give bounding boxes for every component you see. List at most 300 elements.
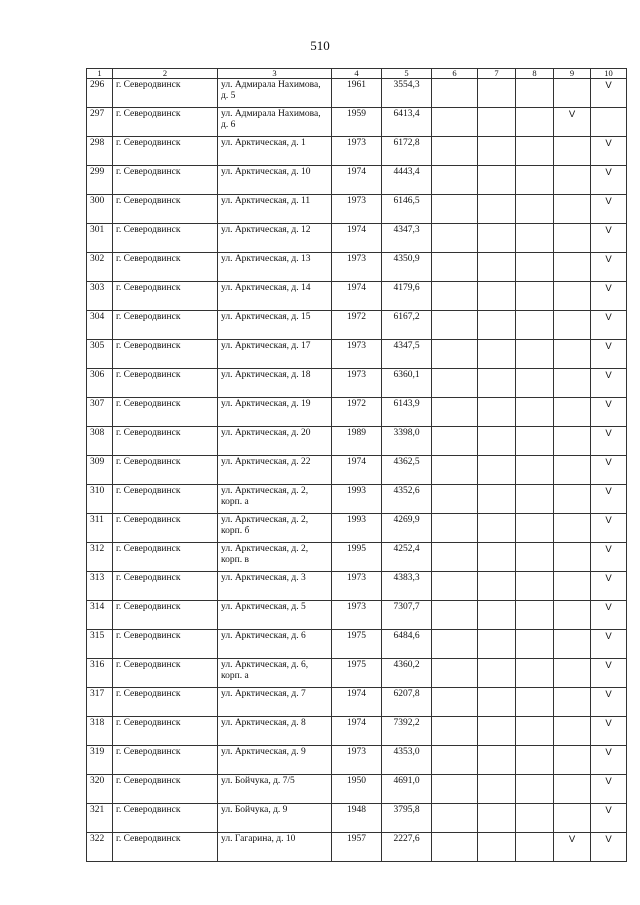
city-cell: г. Северодвинск xyxy=(113,717,218,746)
table-row xyxy=(87,572,627,601)
city-cell: г. Северодвинск xyxy=(113,659,218,688)
page-number: 510 xyxy=(310,38,330,53)
mark-cell-6 xyxy=(432,775,478,804)
area-cell: 4352,6 xyxy=(382,485,432,514)
row-number-cell: 320 xyxy=(87,775,113,804)
mark-cell-9 xyxy=(554,456,591,485)
table-row xyxy=(87,137,627,166)
mark-cell-8 xyxy=(516,485,554,514)
mark-cell-10: V xyxy=(591,572,627,601)
year-cell: 1961 xyxy=(332,79,382,108)
column-header: 9 xyxy=(554,69,591,79)
mark-cell-9 xyxy=(554,746,591,775)
mark-cell-7 xyxy=(478,485,516,514)
mark-cell-8 xyxy=(516,224,554,253)
address-cell: ул. Арктическая, д. 14 xyxy=(218,282,332,311)
city-cell: г. Северодвинск xyxy=(113,369,218,398)
mark-cell-6 xyxy=(432,601,478,630)
mark-cell-8 xyxy=(516,398,554,427)
city-cell: г. Северодвинск xyxy=(113,630,218,659)
table-row xyxy=(87,543,627,572)
address-cell: ул. Бойчука, д. 7/5 xyxy=(218,775,332,804)
area-cell: 4347,5 xyxy=(382,340,432,369)
table-row xyxy=(87,398,627,427)
row-number-cell: 303 xyxy=(87,282,113,311)
mark-cell-7 xyxy=(478,224,516,253)
mark-cell-9 xyxy=(554,79,591,108)
area-cell: 4443,4 xyxy=(382,166,432,195)
year-cell: 1972 xyxy=(332,398,382,427)
table-row xyxy=(87,427,627,456)
area-cell: 3398,0 xyxy=(382,427,432,456)
column-header: 1 xyxy=(87,69,113,79)
year-cell: 1973 xyxy=(332,137,382,166)
city-cell: г. Северодвинск xyxy=(113,195,218,224)
mark-cell-9 xyxy=(554,253,591,282)
mark-cell-8 xyxy=(516,311,554,340)
table-row xyxy=(87,688,627,717)
table-row xyxy=(87,775,627,804)
row-number-cell: 307 xyxy=(87,398,113,427)
mark-cell-10 xyxy=(591,108,627,137)
mark-cell-7 xyxy=(478,746,516,775)
mark-cell-7 xyxy=(478,543,516,572)
mark-cell-9 xyxy=(554,485,591,514)
mark-cell-10: V xyxy=(591,253,627,282)
mark-cell-6 xyxy=(432,514,478,543)
table-row xyxy=(87,108,627,137)
mark-cell-9 xyxy=(554,224,591,253)
mark-cell-8 xyxy=(516,572,554,601)
city-cell: г. Северодвинск xyxy=(113,543,218,572)
year-cell: 1973 xyxy=(332,253,382,282)
mark-cell-8 xyxy=(516,804,554,833)
year-cell: 1974 xyxy=(332,456,382,485)
mark-cell-8 xyxy=(516,369,554,398)
city-cell: г. Северодвинск xyxy=(113,108,218,137)
city-cell: г. Северодвинск xyxy=(113,398,218,427)
mark-cell-10: V xyxy=(591,833,627,862)
year-cell: 1948 xyxy=(332,804,382,833)
address-cell: ул. Арктическая, д. 22 xyxy=(218,456,332,485)
mark-cell-10: V xyxy=(591,659,627,688)
mark-cell-6 xyxy=(432,717,478,746)
city-cell: г. Северодвинск xyxy=(113,833,218,862)
mark-cell-10: V xyxy=(591,746,627,775)
row-number-cell: 300 xyxy=(87,195,113,224)
mark-cell-7 xyxy=(478,659,516,688)
area-cell: 6413,4 xyxy=(382,108,432,137)
mark-cell-9: V xyxy=(554,108,591,137)
mark-cell-9 xyxy=(554,195,591,224)
address-cell: ул. Арктическая, д. 1 xyxy=(218,137,332,166)
mark-cell-7 xyxy=(478,427,516,456)
address-cell: ул. Адмирала Нахимова, д. 6 xyxy=(218,108,332,137)
mark-cell-6 xyxy=(432,630,478,659)
mark-cell-10: V xyxy=(591,688,627,717)
year-cell: 1993 xyxy=(332,514,382,543)
address-cell: ул. Арктическая, д. 2, корп. а xyxy=(218,485,332,514)
area-cell: 6172,8 xyxy=(382,137,432,166)
mark-cell-6 xyxy=(432,79,478,108)
address-cell: ул. Арктическая, д. 2, корп. в xyxy=(218,543,332,572)
mark-cell-9: V xyxy=(554,833,591,862)
mark-cell-7 xyxy=(478,195,516,224)
mark-cell-7 xyxy=(478,369,516,398)
mark-cell-9 xyxy=(554,340,591,369)
mark-cell-9 xyxy=(554,137,591,166)
mark-cell-10: V xyxy=(591,485,627,514)
mark-cell-10: V xyxy=(591,630,627,659)
address-cell: ул. Гагарина, д. 10 xyxy=(218,833,332,862)
mark-cell-6 xyxy=(432,195,478,224)
mark-cell-7 xyxy=(478,79,516,108)
city-cell: г. Северодвинск xyxy=(113,340,218,369)
mark-cell-7 xyxy=(478,833,516,862)
mark-cell-6 xyxy=(432,253,478,282)
mark-cell-6 xyxy=(432,543,478,572)
address-cell: ул. Арктическая, д. 3 xyxy=(218,572,332,601)
mark-cell-6 xyxy=(432,804,478,833)
area-cell: 6167,2 xyxy=(382,311,432,340)
row-number-cell: 301 xyxy=(87,224,113,253)
mark-cell-9 xyxy=(554,427,591,456)
housing-registry-table xyxy=(86,68,627,862)
table-row xyxy=(87,311,627,340)
mark-cell-9 xyxy=(554,630,591,659)
mark-cell-7 xyxy=(478,311,516,340)
row-number-cell: 311 xyxy=(87,514,113,543)
mark-cell-9 xyxy=(554,311,591,340)
year-cell: 1974 xyxy=(332,282,382,311)
mark-cell-6 xyxy=(432,659,478,688)
city-cell: г. Северодвинск xyxy=(113,485,218,514)
mark-cell-8 xyxy=(516,630,554,659)
mark-cell-7 xyxy=(478,688,516,717)
city-cell: г. Северодвинск xyxy=(113,137,218,166)
mark-cell-6 xyxy=(432,456,478,485)
row-number-cell: 299 xyxy=(87,166,113,195)
mark-cell-7 xyxy=(478,282,516,311)
mark-cell-10: V xyxy=(591,398,627,427)
mark-cell-8 xyxy=(516,775,554,804)
row-number-cell: 319 xyxy=(87,746,113,775)
mark-cell-8 xyxy=(516,514,554,543)
address-cell: ул. Арктическая, д. 17 xyxy=(218,340,332,369)
mark-cell-6 xyxy=(432,572,478,601)
city-cell: г. Северодвинск xyxy=(113,456,218,485)
mark-cell-10: V xyxy=(591,79,627,108)
mark-cell-10: V xyxy=(591,195,627,224)
address-cell: ул. Арктическая, д. 5 xyxy=(218,601,332,630)
city-cell: г. Северодвинск xyxy=(113,282,218,311)
address-cell: ул. Бойчука, д. 9 xyxy=(218,804,332,833)
row-number-cell: 322 xyxy=(87,833,113,862)
address-cell: ул. Арктическая, д. 9 xyxy=(218,746,332,775)
year-cell: 1974 xyxy=(332,166,382,195)
year-cell: 1974 xyxy=(332,688,382,717)
mark-cell-8 xyxy=(516,543,554,572)
table-row xyxy=(87,630,627,659)
mark-cell-6 xyxy=(432,108,478,137)
mark-cell-8 xyxy=(516,137,554,166)
table-row xyxy=(87,717,627,746)
row-number-cell: 313 xyxy=(87,572,113,601)
column-header: 2 xyxy=(113,69,218,79)
table-row xyxy=(87,485,627,514)
address-cell: ул. Арктическая, д. 15 xyxy=(218,311,332,340)
year-cell: 1975 xyxy=(332,630,382,659)
city-cell: г. Северодвинск xyxy=(113,79,218,108)
mark-cell-8 xyxy=(516,833,554,862)
mark-cell-7 xyxy=(478,717,516,746)
row-number-cell: 309 xyxy=(87,456,113,485)
address-cell: ул. Арктическая, д. 6 xyxy=(218,630,332,659)
mark-cell-6 xyxy=(432,369,478,398)
column-header: 7 xyxy=(478,69,516,79)
mark-cell-10: V xyxy=(591,282,627,311)
year-cell: 1974 xyxy=(332,224,382,253)
row-number-cell: 315 xyxy=(87,630,113,659)
mark-cell-7 xyxy=(478,775,516,804)
mark-cell-7 xyxy=(478,108,516,137)
mark-cell-6 xyxy=(432,746,478,775)
mark-cell-7 xyxy=(478,456,516,485)
mark-cell-7 xyxy=(478,137,516,166)
mark-cell-10: V xyxy=(591,775,627,804)
mark-cell-9 xyxy=(554,514,591,543)
row-number-cell: 296 xyxy=(87,79,113,108)
column-header: 8 xyxy=(516,69,554,79)
year-cell: 1973 xyxy=(332,369,382,398)
table-row xyxy=(87,224,627,253)
mark-cell-9 xyxy=(554,369,591,398)
mark-cell-7 xyxy=(478,630,516,659)
address-cell: ул. Арктическая, д. 10 xyxy=(218,166,332,195)
area-cell: 4252,4 xyxy=(382,543,432,572)
address-cell: ул. Арктическая, д. 6, корп. а xyxy=(218,659,332,688)
city-cell: г. Северодвинск xyxy=(113,688,218,717)
mark-cell-7 xyxy=(478,398,516,427)
area-cell: 4350,9 xyxy=(382,253,432,282)
mark-cell-8 xyxy=(516,282,554,311)
area-cell: 6146,5 xyxy=(382,195,432,224)
row-number-cell: 321 xyxy=(87,804,113,833)
table-row xyxy=(87,340,627,369)
mark-cell-8 xyxy=(516,340,554,369)
mark-cell-10: V xyxy=(591,224,627,253)
city-cell: г. Северодвинск xyxy=(113,746,218,775)
table-row xyxy=(87,601,627,630)
year-cell: 1973 xyxy=(332,572,382,601)
area-cell: 3795,8 xyxy=(382,804,432,833)
mark-cell-7 xyxy=(478,253,516,282)
mark-cell-10: V xyxy=(591,456,627,485)
table-row xyxy=(87,746,627,775)
city-cell: г. Северодвинск xyxy=(113,311,218,340)
address-cell: ул. Адмирала Нахимова, д. 5 xyxy=(218,79,332,108)
table-row xyxy=(87,659,627,688)
city-cell: г. Северодвинск xyxy=(113,514,218,543)
mark-cell-9 xyxy=(554,804,591,833)
address-cell: ул. Арктическая, д. 13 xyxy=(218,253,332,282)
row-number-cell: 312 xyxy=(87,543,113,572)
city-cell: г. Северодвинск xyxy=(113,224,218,253)
area-cell: 6143,9 xyxy=(382,398,432,427)
address-cell: ул. Арктическая, д. 7 xyxy=(218,688,332,717)
mark-cell-10: V xyxy=(591,166,627,195)
mark-cell-6 xyxy=(432,340,478,369)
row-number-cell: 305 xyxy=(87,340,113,369)
city-cell: г. Северодвинск xyxy=(113,427,218,456)
table-row xyxy=(87,804,627,833)
mark-cell-8 xyxy=(516,746,554,775)
mark-cell-8 xyxy=(516,108,554,137)
area-cell: 4269,9 xyxy=(382,514,432,543)
mark-cell-6 xyxy=(432,311,478,340)
mark-cell-9 xyxy=(554,775,591,804)
table-body xyxy=(87,69,627,862)
mark-cell-7 xyxy=(478,601,516,630)
mark-cell-9 xyxy=(554,717,591,746)
mark-cell-10: V xyxy=(591,601,627,630)
row-number-cell: 317 xyxy=(87,688,113,717)
row-number-cell: 308 xyxy=(87,427,113,456)
row-number-cell: 306 xyxy=(87,369,113,398)
table-row xyxy=(87,833,627,862)
column-header: 4 xyxy=(332,69,382,79)
area-cell: 6360,1 xyxy=(382,369,432,398)
mark-cell-8 xyxy=(516,717,554,746)
row-number-cell: 302 xyxy=(87,253,113,282)
column-header: 6 xyxy=(432,69,478,79)
area-cell: 7307,7 xyxy=(382,601,432,630)
table-row xyxy=(87,79,627,108)
mark-cell-8 xyxy=(516,601,554,630)
address-cell: ул. Арктическая, д. 20 xyxy=(218,427,332,456)
mark-cell-8 xyxy=(516,79,554,108)
mark-cell-10: V xyxy=(591,514,627,543)
mark-cell-7 xyxy=(478,514,516,543)
mark-cell-9 xyxy=(554,543,591,572)
city-cell: г. Северодвинск xyxy=(113,601,218,630)
mark-cell-9 xyxy=(554,601,591,630)
year-cell: 1993 xyxy=(332,485,382,514)
city-cell: г. Северодвинск xyxy=(113,166,218,195)
mark-cell-6 xyxy=(432,427,478,456)
row-number-cell: 310 xyxy=(87,485,113,514)
mark-cell-6 xyxy=(432,833,478,862)
row-number-cell: 314 xyxy=(87,601,113,630)
year-cell: 1973 xyxy=(332,601,382,630)
area-cell: 7392,2 xyxy=(382,717,432,746)
area-cell: 6207,8 xyxy=(382,688,432,717)
area-cell: 3554,3 xyxy=(382,79,432,108)
area-cell: 2227,6 xyxy=(382,833,432,862)
mark-cell-6 xyxy=(432,485,478,514)
mark-cell-10: V xyxy=(591,804,627,833)
row-number-cell: 297 xyxy=(87,108,113,137)
area-cell: 6484,6 xyxy=(382,630,432,659)
mark-cell-6 xyxy=(432,137,478,166)
area-cell: 4362,5 xyxy=(382,456,432,485)
mark-cell-8 xyxy=(516,688,554,717)
year-cell: 1973 xyxy=(332,746,382,775)
address-cell: ул. Арктическая, д. 11 xyxy=(218,195,332,224)
year-cell: 1950 xyxy=(332,775,382,804)
mark-cell-9 xyxy=(554,166,591,195)
mark-cell-9 xyxy=(554,282,591,311)
mark-cell-6 xyxy=(432,398,478,427)
column-number-row xyxy=(87,69,627,79)
table-row xyxy=(87,456,627,485)
area-cell: 4347,3 xyxy=(382,224,432,253)
mark-cell-6 xyxy=(432,688,478,717)
area-cell: 4360,2 xyxy=(382,659,432,688)
area-cell: 4353,0 xyxy=(382,746,432,775)
mark-cell-10: V xyxy=(591,717,627,746)
address-cell: ул. Арктическая, д. 18 xyxy=(218,369,332,398)
area-cell: 4179,6 xyxy=(382,282,432,311)
row-number-cell: 298 xyxy=(87,137,113,166)
city-cell: г. Северодвинск xyxy=(113,804,218,833)
mark-cell-8 xyxy=(516,195,554,224)
mark-cell-10: V xyxy=(591,137,627,166)
year-cell: 1995 xyxy=(332,543,382,572)
column-header: 3 xyxy=(218,69,332,79)
row-number-cell: 318 xyxy=(87,717,113,746)
mark-cell-6 xyxy=(432,282,478,311)
mark-cell-9 xyxy=(554,398,591,427)
city-cell: г. Северодвинск xyxy=(113,253,218,282)
row-number-cell: 316 xyxy=(87,659,113,688)
mark-cell-6 xyxy=(432,166,478,195)
mark-cell-8 xyxy=(516,456,554,485)
year-cell: 1975 xyxy=(332,659,382,688)
mark-cell-9 xyxy=(554,688,591,717)
mark-cell-7 xyxy=(478,804,516,833)
address-cell: ул. Арктическая, д. 8 xyxy=(218,717,332,746)
column-header: 10 xyxy=(591,69,627,79)
mark-cell-10: V xyxy=(591,369,627,398)
mark-cell-7 xyxy=(478,340,516,369)
area-cell: 4691,0 xyxy=(382,775,432,804)
mark-cell-8 xyxy=(516,427,554,456)
city-cell: г. Северодвинск xyxy=(113,775,218,804)
table-row xyxy=(87,282,627,311)
mark-cell-10: V xyxy=(591,543,627,572)
column-header: 5 xyxy=(382,69,432,79)
year-cell: 1989 xyxy=(332,427,382,456)
mark-cell-10: V xyxy=(591,311,627,340)
year-cell: 1972 xyxy=(332,311,382,340)
city-cell: г. Северодвинск xyxy=(113,572,218,601)
year-cell: 1974 xyxy=(332,717,382,746)
mark-cell-8 xyxy=(516,253,554,282)
table-row xyxy=(87,195,627,224)
year-cell: 1973 xyxy=(332,195,382,224)
mark-cell-7 xyxy=(478,572,516,601)
year-cell: 1959 xyxy=(332,108,382,137)
mark-cell-9 xyxy=(554,572,591,601)
area-cell: 4383,3 xyxy=(382,572,432,601)
mark-cell-10: V xyxy=(591,340,627,369)
mark-cell-8 xyxy=(516,166,554,195)
year-cell: 1973 xyxy=(332,340,382,369)
row-number-cell: 304 xyxy=(87,311,113,340)
mark-cell-10: V xyxy=(591,427,627,456)
mark-cell-7 xyxy=(478,166,516,195)
